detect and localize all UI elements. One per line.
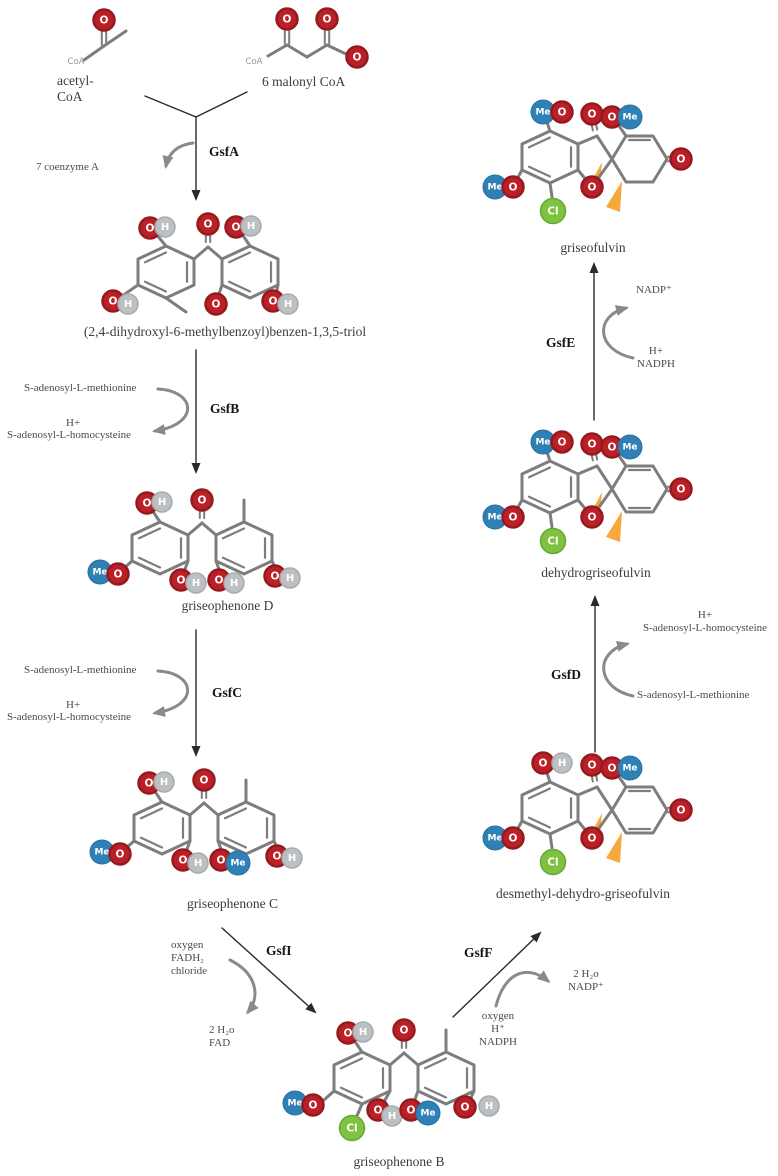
label-acetyl-coa-line2: CoA bbox=[57, 88, 83, 104]
svg-text:Me: Me bbox=[287, 1098, 303, 1109]
svg-text:H: H bbox=[287, 853, 297, 864]
svg-text:O: O bbox=[399, 1024, 409, 1037]
svg-text:O: O bbox=[211, 298, 221, 311]
cofactor-sah-gsfb: S-adenosyl-L-homocysteine bbox=[7, 429, 132, 441]
enzyme-gsfd: GsfD bbox=[551, 667, 581, 682]
svg-text:O: O bbox=[142, 497, 152, 510]
svg-text:O: O bbox=[216, 854, 226, 867]
cofactor-hplus-gsfb: H+ bbox=[66, 417, 81, 429]
svg-text:O: O bbox=[322, 13, 332, 26]
cofactors-gsff-outputs bbox=[544, 968, 628, 994]
svg-text:O: O bbox=[607, 441, 617, 454]
cofactor-oxygen-gsff: oxygen bbox=[481, 1010, 515, 1022]
enzyme-gsfa: GsfA bbox=[209, 144, 239, 159]
svg-text:Me: Me bbox=[535, 437, 551, 448]
svg-text:O: O bbox=[272, 850, 282, 863]
svg-text:O: O bbox=[115, 848, 125, 861]
cofactor-chloride-gsfi: chloride bbox=[171, 965, 208, 977]
svg-text:H: H bbox=[387, 1111, 397, 1122]
svg-text:H: H bbox=[191, 578, 201, 589]
enzyme-gsfi: GsfI bbox=[266, 943, 292, 958]
svg-text:H: H bbox=[246, 221, 256, 232]
label-dehydrogriseofulvin: dehydrogriseofulvin bbox=[541, 565, 651, 580]
label-griseophenone-c: griseophenone C bbox=[186, 896, 279, 911]
svg-text:O: O bbox=[270, 570, 280, 583]
cofactor-h2o-gsfi: 2 H₂o bbox=[209, 1024, 235, 1036]
enzyme-gsfb: GsfB bbox=[210, 401, 240, 416]
svg-text:O: O bbox=[199, 774, 209, 787]
cofactor-nadph-gsfe: NADPH bbox=[637, 358, 675, 370]
cofactor-oxygen-gsfi: oxygen bbox=[171, 939, 204, 951]
svg-text:H: H bbox=[229, 578, 239, 589]
cofactor-fad-gsfi: FAD bbox=[209, 1037, 231, 1049]
svg-text:Me: Me bbox=[622, 112, 638, 123]
cofactor-sam-gsfc: S-adenosyl-L-methionine bbox=[24, 664, 137, 676]
svg-text:O: O bbox=[203, 218, 213, 231]
cofactor-sam-gsfb: S-adenosyl-L-methionine bbox=[24, 382, 137, 394]
cofactor-coenzyme-a: 7 coenzyme A bbox=[36, 161, 99, 173]
svg-text:O: O bbox=[176, 574, 186, 587]
svg-text:O: O bbox=[178, 854, 188, 867]
cofactor-hplus-gsff: H⁺ bbox=[491, 1023, 505, 1035]
svg-text:O: O bbox=[587, 759, 597, 772]
svg-text:O: O bbox=[508, 832, 518, 845]
svg-text:Me: Me bbox=[420, 1108, 436, 1119]
label-acetyl-coa bbox=[57, 73, 94, 104]
cofactor-sah-gsfd: S-adenosyl-L-homocysteine bbox=[642, 622, 768, 634]
label-griseofulvin: griseofulvin bbox=[560, 240, 626, 255]
label-acetyl-coa-line1: acetyl- bbox=[57, 73, 94, 88]
svg-text:H: H bbox=[123, 299, 133, 310]
svg-text:Me: Me bbox=[94, 847, 110, 858]
svg-text:H: H bbox=[358, 1027, 368, 1038]
svg-text:Me: Me bbox=[535, 107, 551, 118]
svg-text:O: O bbox=[268, 295, 278, 308]
svg-text:Me: Me bbox=[92, 567, 108, 578]
svg-text:Me: Me bbox=[487, 182, 503, 193]
svg-text:O: O bbox=[343, 1027, 353, 1040]
cofactor-h2o-gsff: 2 H₂o bbox=[573, 968, 599, 980]
cofactor-hplus-gsfd: H+ bbox=[697, 609, 713, 621]
svg-text:Me: Me bbox=[622, 763, 638, 774]
svg-text:Me: Me bbox=[622, 442, 638, 453]
svg-text:H: H bbox=[285, 573, 295, 584]
cofactor-fadh2-gsfi: FADH₂ bbox=[171, 952, 204, 964]
svg-text:O: O bbox=[145, 222, 155, 235]
enzyme-gsfc: GsfC bbox=[212, 685, 242, 700]
svg-text:O: O bbox=[197, 494, 207, 507]
cofactors-gsff-inputs bbox=[458, 1010, 538, 1049]
svg-text:O: O bbox=[508, 511, 518, 524]
svg-text:O: O bbox=[282, 13, 292, 26]
cofactor-sam-gsfd: S-adenosyl-L-methionine bbox=[637, 689, 750, 701]
cofactors-gsfi-outputs bbox=[209, 1024, 235, 1050]
svg-text:O: O bbox=[214, 574, 224, 587]
svg-text:O: O bbox=[113, 568, 123, 581]
svg-text:O: O bbox=[676, 804, 686, 817]
svg-text:O: O bbox=[587, 438, 597, 451]
cofactor-hplus-gsfe: H+ bbox=[648, 345, 664, 357]
svg-text:Me: Me bbox=[230, 858, 246, 869]
cofactors-gsfd-outputs bbox=[634, 609, 776, 635]
svg-text:O: O bbox=[108, 295, 118, 308]
label-desmethyl-dehydro-griseofulvin: desmethyl-dehydro-griseofulvin bbox=[496, 886, 670, 901]
svg-text:O: O bbox=[587, 181, 597, 194]
svg-text:O: O bbox=[373, 1104, 383, 1117]
label-malonyl-coa: 6 malonyl CoA bbox=[262, 74, 346, 89]
svg-text:O: O bbox=[406, 1104, 416, 1117]
svg-text:H: H bbox=[157, 497, 167, 508]
label-benzophenone-triol: (2,4-dihydroxyl-6-methylbenzoyl)benzen-1,3,5-triol bbox=[83, 324, 367, 339]
svg-text:O: O bbox=[538, 757, 548, 770]
svg-text:O: O bbox=[557, 436, 567, 449]
svg-text:H: H bbox=[484, 1101, 494, 1112]
svg-text:H: H bbox=[193, 858, 203, 869]
svg-text:O: O bbox=[676, 153, 686, 166]
svg-text:O: O bbox=[144, 777, 154, 790]
svg-text:O: O bbox=[352, 51, 362, 64]
svg-text:O: O bbox=[587, 832, 597, 845]
label-griseophenone-b: griseophenone B bbox=[353, 1154, 445, 1169]
svg-text:CoA: CoA bbox=[245, 57, 263, 67]
svg-text:O: O bbox=[231, 221, 241, 234]
svg-text:H: H bbox=[159, 777, 169, 788]
cofactors-gsfi-inputs bbox=[171, 939, 207, 978]
cofactor-nadp-gsfe: NADP⁺ bbox=[636, 284, 672, 296]
label-griseophenone-d: griseophenone D bbox=[181, 598, 274, 613]
svg-text:Cl: Cl bbox=[346, 1122, 358, 1135]
svg-text:Cl: Cl bbox=[547, 535, 559, 548]
svg-text:O: O bbox=[308, 1099, 318, 1112]
svg-text:O: O bbox=[607, 111, 617, 124]
enzyme-gsff: GsfF bbox=[464, 945, 493, 960]
svg-text:O: O bbox=[508, 181, 518, 194]
cofactor-hplus-gsfc: H+ bbox=[66, 699, 81, 711]
enzyme-gsfe: GsfE bbox=[546, 335, 576, 350]
svg-text:Cl: Cl bbox=[547, 205, 559, 218]
svg-text:Me: Me bbox=[487, 833, 503, 844]
svg-text:O: O bbox=[676, 483, 686, 496]
svg-text:O: O bbox=[460, 1101, 470, 1114]
cofactor-nadp-gsff: NADP⁺ bbox=[568, 981, 604, 993]
svg-text:H: H bbox=[557, 758, 567, 769]
svg-text:Cl: Cl bbox=[547, 856, 559, 869]
cofactor-sah-gsfc: S-adenosyl-L-homocysteine bbox=[7, 711, 132, 723]
cofactor-nadph-gsff: NADPH bbox=[479, 1036, 517, 1048]
svg-text:O: O bbox=[587, 108, 597, 121]
svg-text:O: O bbox=[557, 106, 567, 119]
svg-text:O: O bbox=[587, 511, 597, 524]
cofactors-gsfe-inputs bbox=[616, 345, 696, 371]
svg-text:O: O bbox=[99, 14, 109, 27]
svg-text:H: H bbox=[160, 222, 170, 233]
svg-text:CoA: CoA bbox=[67, 57, 85, 67]
svg-text:H: H bbox=[283, 299, 293, 310]
svg-text:O: O bbox=[607, 762, 617, 775]
svg-text:Me: Me bbox=[487, 512, 503, 523]
